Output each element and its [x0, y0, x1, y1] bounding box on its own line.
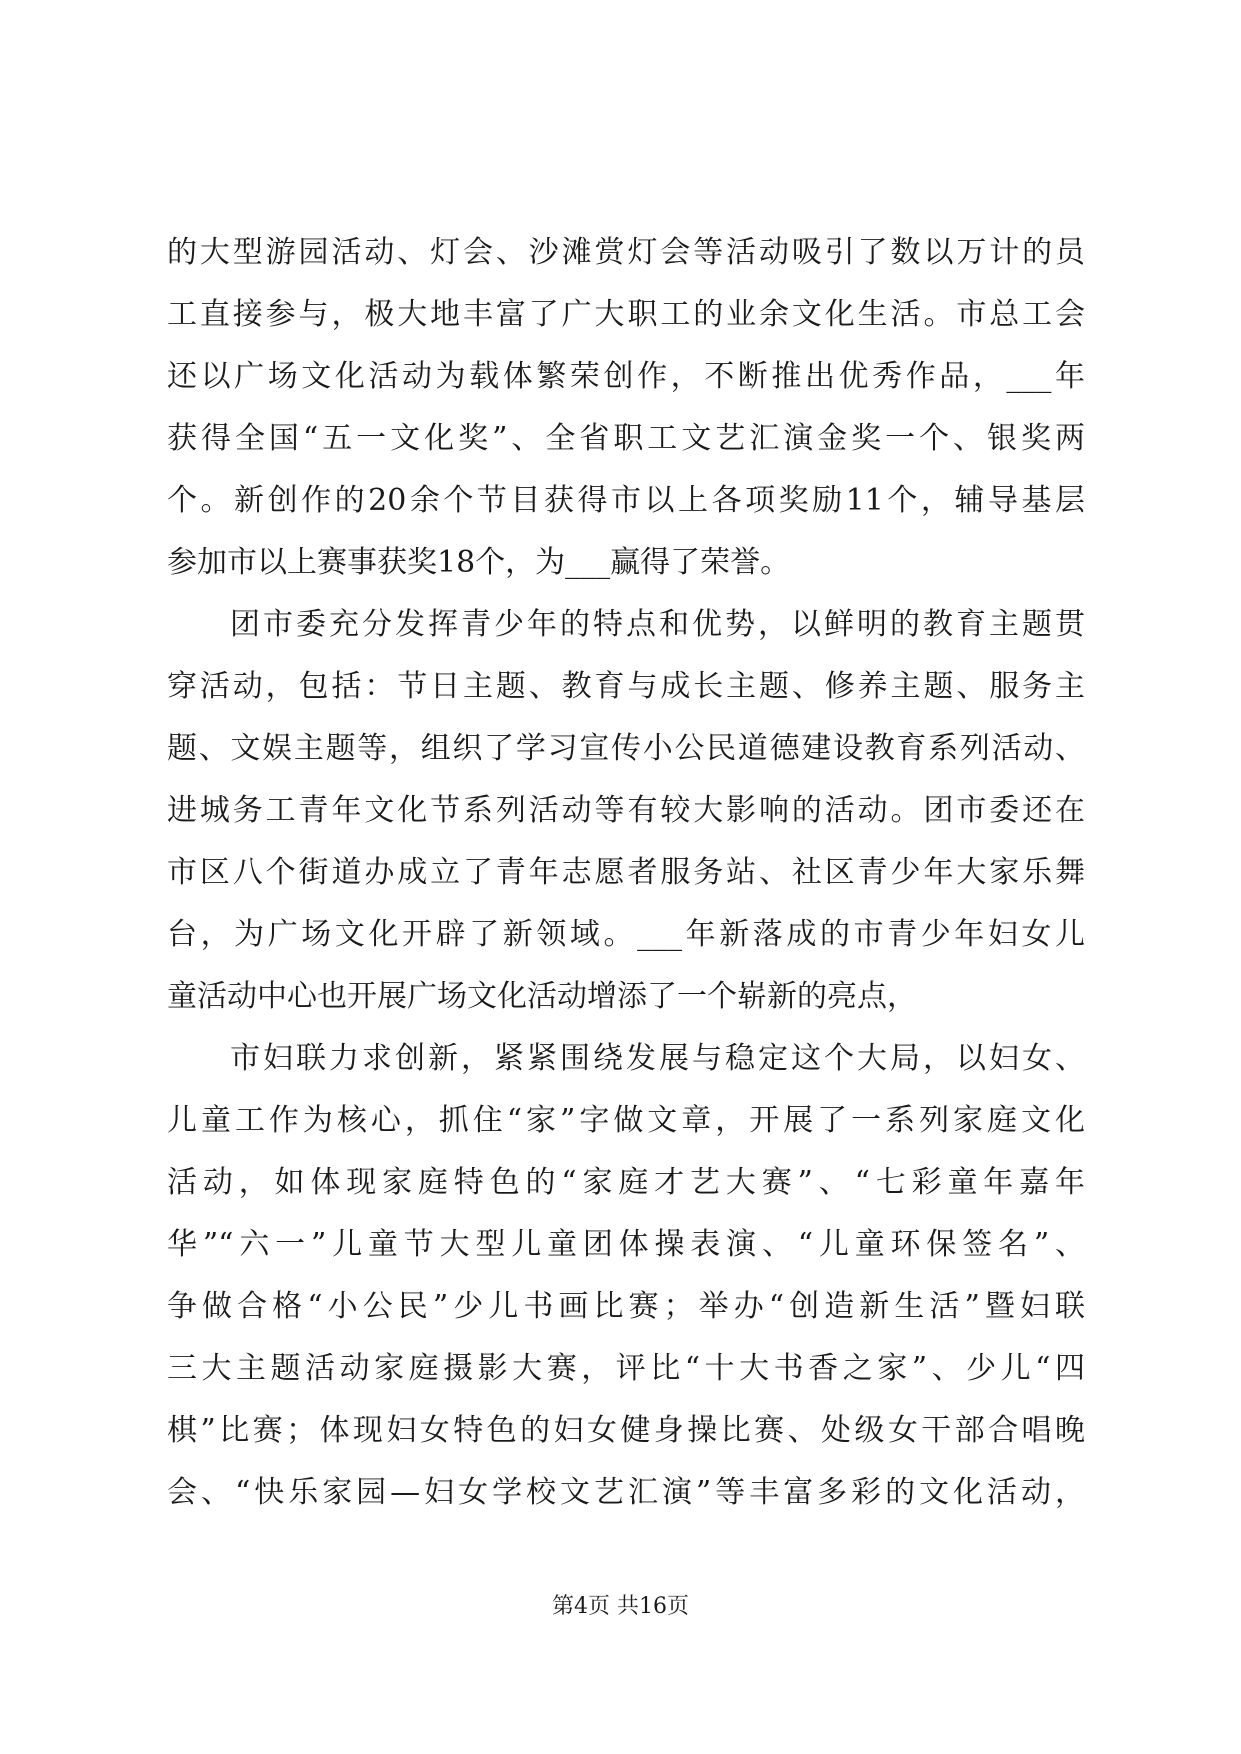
text-line: 穿活动，包括：节日主题、教育与成长主题、修养主题、服务主 [167, 669, 1085, 704]
text-line: 市妇联力求创新，紧紧围绕发展与稳定这个大局，以妇女、 [230, 1041, 1085, 1076]
text-line: 的大型游园活动、灯会、沙滩赏灯会等活动吸引了数以万计的员 [167, 235, 1085, 270]
text-line: 三大主题活动家庭摄影大赛，评比“十大书香之家”、少儿“四 [167, 1351, 1085, 1386]
document-body [167, 222, 1085, 1524]
text-line: 童活动中心也开展广场文化活动增添了一个崭新的亮点， [167, 979, 917, 1014]
text-line: 台，为广场文化开辟了新领域。___年新落成的市青少年妇女儿 [167, 917, 1085, 952]
text-line: 获得全国“五一文化奖”、全省职工文艺汇演金奖一个、银奖两 [167, 421, 1085, 456]
paragraph-1 [167, 222, 1085, 594]
text-line: 个。新创作的20余个节目获得市以上各项奖励11个，辅导基层 [167, 483, 1085, 518]
text-line: 还以广场文化活动为载体繁荣创作，不断推出优秀作品，___年 [167, 359, 1085, 394]
page-footer [0, 1592, 1241, 1622]
text-line: 工直接参与，极大地丰富了广大职工的业余文化生活。市总工会 [167, 297, 1085, 332]
page-number: 第4页 共16页 [552, 1594, 689, 1619]
text-line: 会、“快乐家园—妇女学校文艺汇演”等丰富多彩的文化活动， [167, 1475, 1085, 1510]
text-line: 进城务工青年文化节系列活动等有较大影响的活动。团市委还在 [167, 793, 1085, 828]
text-line: 参加市以上赛事获奖18个，为___赢得了荣誉。 [167, 545, 791, 580]
text-line: 华”“六一”儿童节大型儿童团体操表演、“儿童环保签名”、 [167, 1227, 1085, 1262]
text-line: 题、文娱主题等，组织了学习宣传小公民道德建设教育系列活动、 [167, 731, 1085, 766]
text-line: 团市委充分发挥青少年的特点和优势，以鲜明的教育主题贯 [230, 607, 1085, 642]
text-line: 争做合格“小公民”少儿书画比赛；举办“创造新生活”暨妇联 [167, 1289, 1085, 1324]
text-line: 儿童工作为核心，抓住“家”字做文章，开展了一系列家庭文化 [167, 1103, 1085, 1138]
paragraph-3 [167, 1028, 1085, 1524]
paragraph-2 [167, 594, 1085, 1028]
text-line: 活动，如体现家庭特色的“家庭才艺大赛”、“七彩童年嘉年 [167, 1165, 1085, 1200]
text-line: 棋”比赛；体现妇女特色的妇女健身操比赛、处级女干部合唱晚 [167, 1413, 1085, 1448]
text-line: 市区八个街道办成立了青年志愿者服务站、社区青少年大家乐舞 [167, 855, 1085, 890]
